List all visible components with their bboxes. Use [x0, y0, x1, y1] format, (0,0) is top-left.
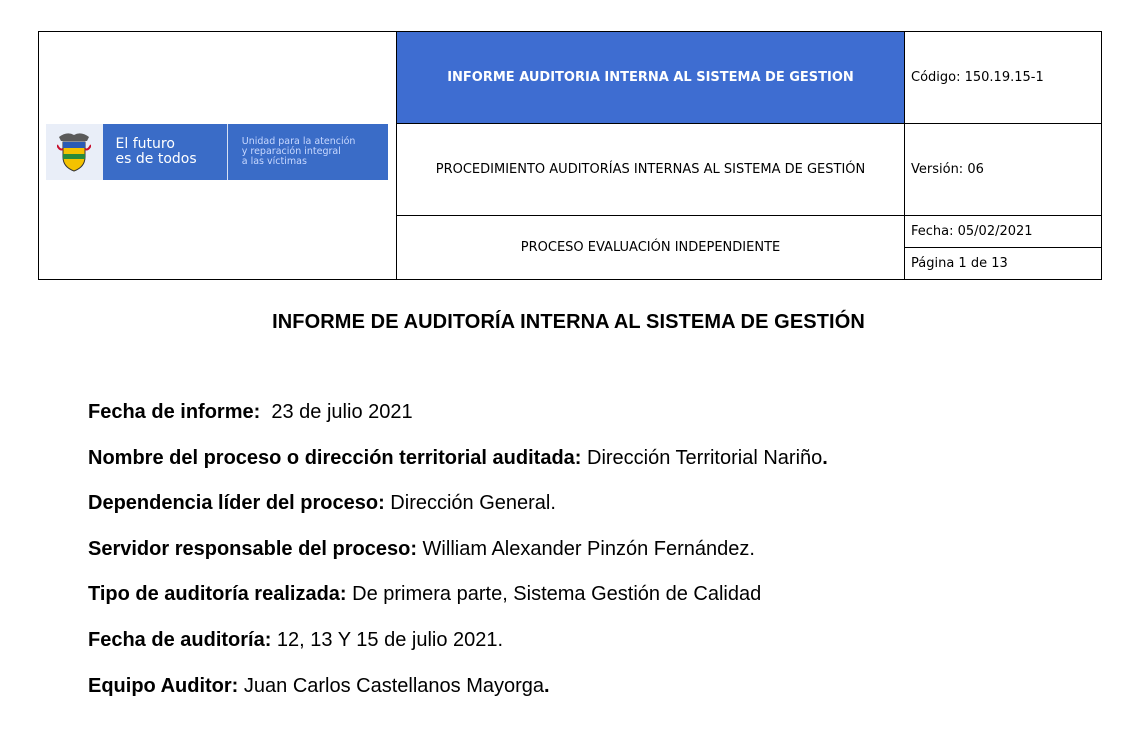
date-page-cell: [905, 216, 1102, 280]
colombia-coat-of-arms-icon: [46, 124, 103, 180]
logo-cell: [39, 32, 397, 280]
field-value: De primera parte, Sistema Gestión de Calidad: [346, 583, 762, 605]
brand-line-2: es de todos: [115, 151, 197, 167]
audited-process-field: [88, 447, 828, 470]
report-date-field: [88, 401, 413, 424]
field-value: Dirección General.: [384, 492, 556, 514]
field-suffix: .: [544, 675, 550, 697]
page-number-label: Página 1 de 13: [911, 256, 1008, 271]
process-cell: PROCESO EVALUACIÓN INDEPENDIENTE: [397, 216, 905, 280]
brand-slogan: [116, 137, 223, 167]
field-value: 23 de julio 2021: [260, 401, 413, 423]
document-header-table: [38, 31, 1102, 280]
field-label: Fecha de auditoría:: [88, 629, 272, 651]
entity-line-2: y reparación integral: [241, 146, 341, 157]
logo-divider: [227, 124, 228, 180]
audit-team-field: [88, 675, 550, 698]
field-value: William Alexander Pinzón Fernández.: [417, 538, 755, 560]
field-value: Dirección Territorial Nariño: [581, 447, 823, 469]
version-cell: Versión: 06: [905, 124, 1102, 216]
audit-date-field: [88, 629, 503, 652]
field-label: Servidor responsable del proceso:: [88, 538, 417, 560]
field-value: 12, 13 Y 15 de julio 2021.: [271, 629, 504, 651]
document-title: INFORME DE AUDITORÍA INTERNA AL SISTEMA DE GESTIÓN: [272, 311, 865, 333]
field-label: Fecha de informe:: [88, 401, 261, 423]
field-suffix: .: [822, 447, 828, 469]
audit-type-field: [88, 583, 761, 606]
brand-line-1: El futuro: [115, 136, 175, 152]
field-label: Equipo Auditor:: [88, 675, 239, 697]
institution-logo: [46, 124, 388, 180]
responsible-officer-field: [88, 538, 755, 561]
field-label: Tipo de auditoría realizada:: [88, 583, 347, 605]
lead-dependency-field: [88, 492, 556, 515]
code-cell: Código: 150.19.15-1: [905, 32, 1102, 124]
date-label: Fecha: 05/02/2021: [905, 216, 1101, 248]
field-value: Juan Carlos Castellanos Mayorga: [238, 675, 545, 697]
entity-line-1: Unidad para la atención: [241, 136, 356, 147]
report-title-cell: INFORME AUDITORIA INTERNA AL SISTEMA DE GESTION: [397, 32, 905, 124]
procedure-cell: PROCEDIMIENTO AUDITORÍAS INTERNAS AL SISTEMA DE GESTIÓN: [397, 124, 905, 216]
field-label: Dependencia líder del proceso:: [88, 492, 385, 514]
entity-line-3: a las víctimas: [241, 156, 307, 167]
entity-name: [242, 137, 388, 167]
field-label: Nombre del proceso o dirección territorial auditada:: [88, 447, 582, 469]
